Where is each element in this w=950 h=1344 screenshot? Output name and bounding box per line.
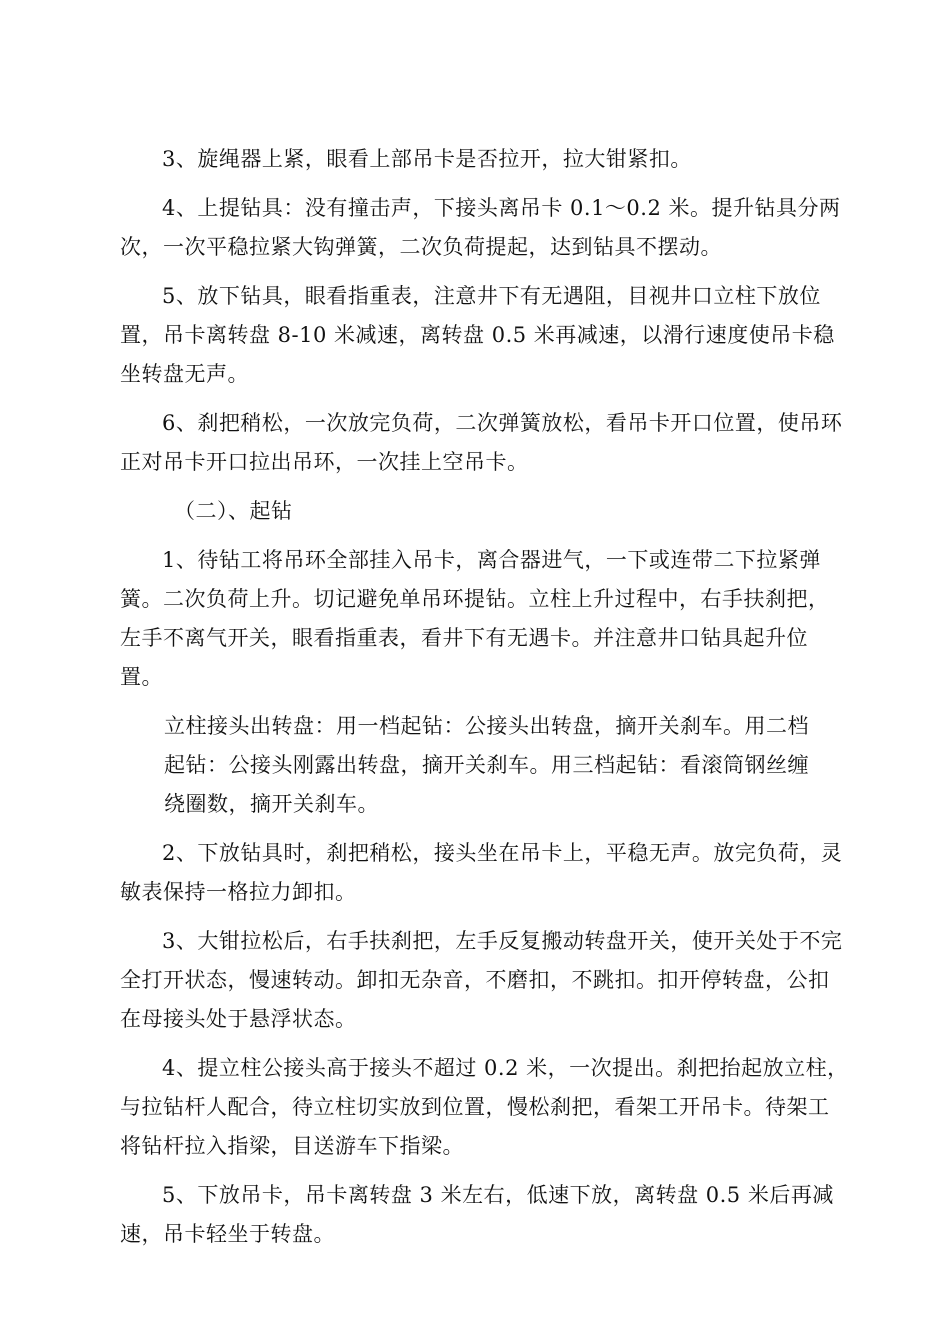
paragraph-step-3: 3、旋绳器上紧，眼看上部吊卡是否拉开，拉大钳紧扣。 xyxy=(162,147,692,171)
paragraph-step-5: 5、放下钻具，眼看指重表，注意井下有无遇阻，目视井口立柱下放位置，吊卡离转盘 8-10 米减速，离转盘 0.5 米再减速，以滑行速度使吊卡稳坐转盘无声。 xyxy=(120,284,835,386)
paragraph-joint-out-of-rotary: 立柱接头出转盘：用一档起钻：公接头出转盘，摘开关刹车。用二档起钻：公接头刚露出转盘，摘开关刹车。用三档起钻：看滚筒钢丝缠绕圈数，摘开关刹车。 xyxy=(164,714,809,816)
paragraph-step-4: 4、上提钻具：没有撞击声，下接头离吊卡 0.1～0.2 米。提升钻具分两次，一次平稳拉紧大钩弹簧，二次负荷提起，达到钻具不摆动。 xyxy=(120,196,841,259)
paragraph-tripping-step-5: 5、下放吊卡，吊卡离转盘 3 米左右，低速下放，离转盘 0.5 米后再减速，吊卡轻坐于转盘。 xyxy=(120,1183,834,1246)
document-body xyxy=(120,140,850,1264)
section-heading-tripping-out: （二）、起钻 xyxy=(174,499,293,523)
paragraph-tripping-step-1: 1、待钻工将吊环全部挂入吊卡，离合器进气，一下或连带二下拉紧弹簧。二次负荷上升。切记避免单吊环提钻。立柱上升过程中，右手扶刹把，左手不离气开关，眼看指重表，看井下有无遇卡。并注意井口钻具起升位置。 xyxy=(120,548,830,689)
paragraph-tripping-step-4: 4、提立柱公接头高于接头不超过 0.2 米，一次提出。刹把抬起放立柱，与拉钻杆人配合，待立柱切实放到位置，慢松刹把，看架工开吊卡。待架工将钻杆拉入指梁，目送游车下指梁。 xyxy=(120,1056,849,1158)
paragraph-tripping-step-3: 3、大钳拉松后，右手扶刹把，左手反复搬动转盘开关，使开关处于不完全打开状态，慢速转动。卸扣无杂音，不磨扣，不跳扣。扣开停转盘，公扣在母接头处于悬浮状态。 xyxy=(120,929,843,1031)
paragraph-step-6: 6、刹把稍松，一次放完负荷，二次弹簧放松，看吊卡开口位置，使吊环正对吊卡开口拉出吊环，一次挂上空吊卡。 xyxy=(120,411,843,474)
paragraph-tripping-step-2: 2、下放钻具时，刹把稍松，接头坐在吊卡上，平稳无声。放完负荷，灵敏表保持一格拉力卸扣。 xyxy=(120,841,843,904)
